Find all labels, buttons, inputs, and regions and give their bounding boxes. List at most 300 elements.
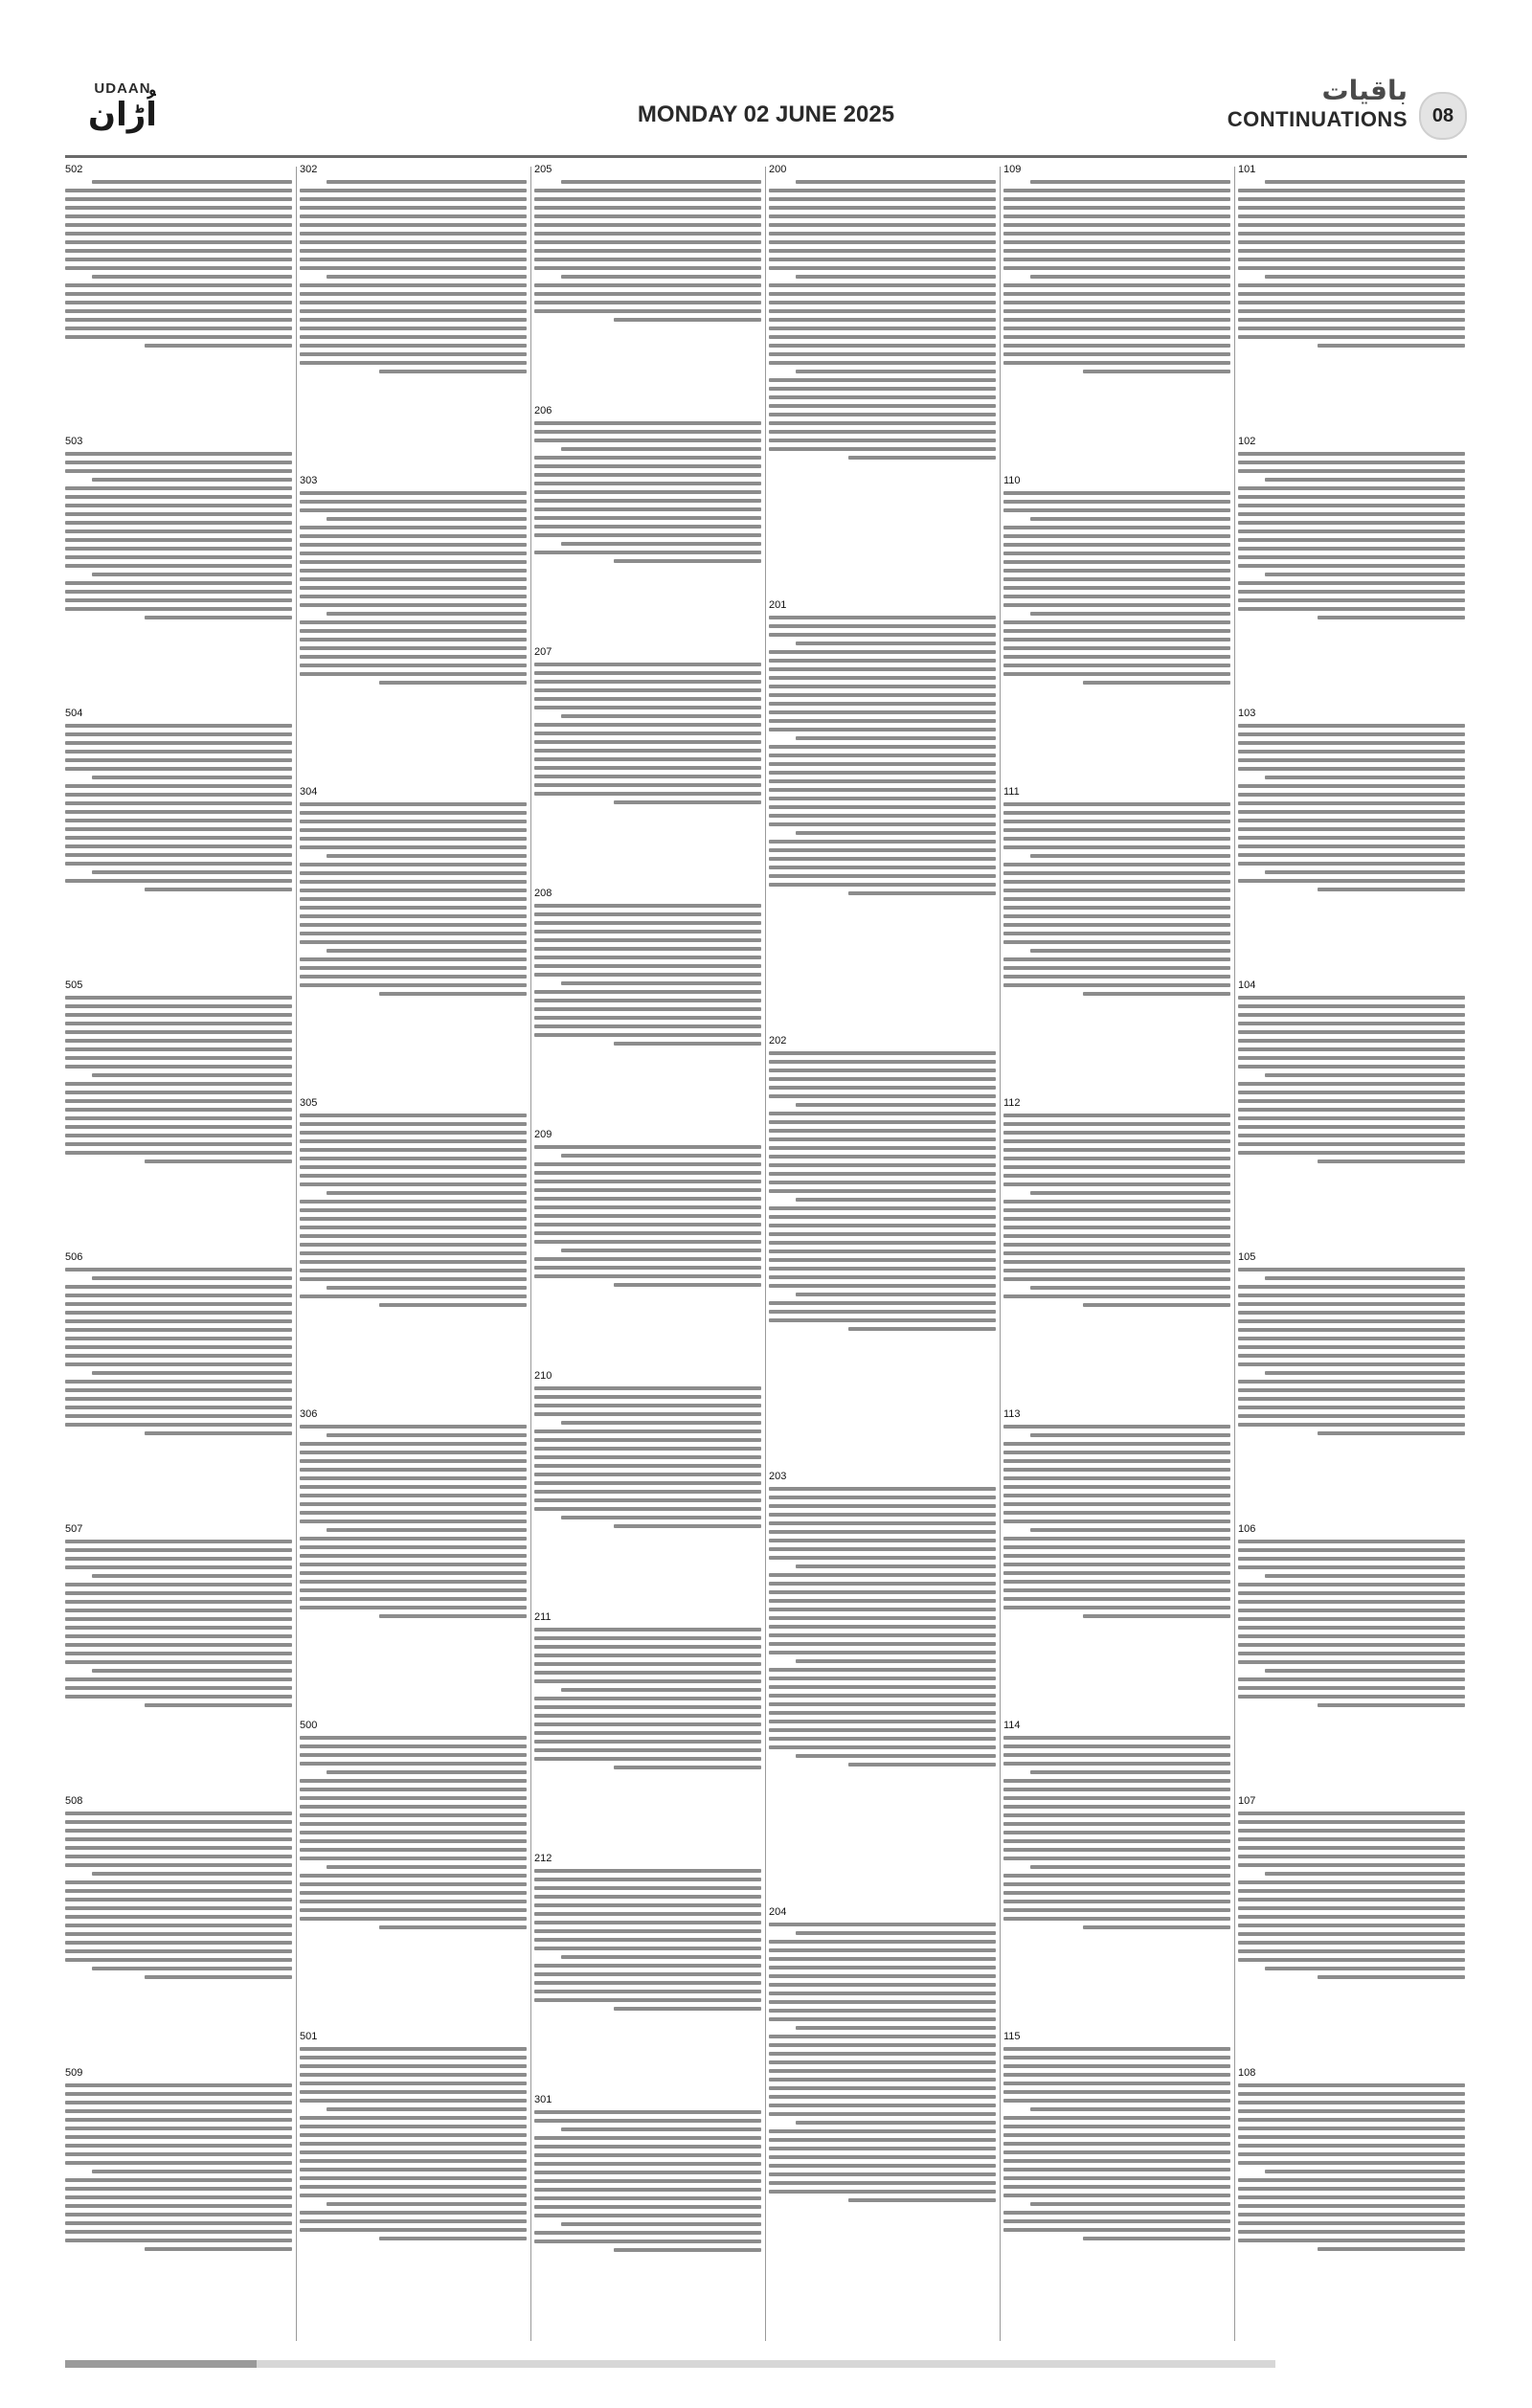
text-line: [65, 581, 292, 585]
text-line: [1003, 975, 1230, 979]
text-line: [1030, 1865, 1230, 1869]
text-line: [769, 1241, 996, 1245]
text-line: [1003, 526, 1230, 529]
text-line: [1238, 2118, 1465, 2122]
text-line: [848, 456, 996, 460]
text-line: [300, 283, 527, 287]
text-line: [796, 275, 996, 279]
text-line: [1238, 793, 1465, 797]
text-line: [300, 1165, 527, 1169]
text-line: [534, 301, 761, 304]
text-line: [1238, 1626, 1465, 1630]
text-line: [1238, 1915, 1465, 1919]
text-line: [534, 214, 761, 218]
text-line: [300, 500, 527, 504]
text-line: [300, 1813, 527, 1817]
text-line: [1238, 827, 1465, 831]
text-line: [1238, 240, 1465, 244]
text-line: [769, 1940, 996, 1944]
text-line: [534, 1972, 761, 1976]
text-line: [534, 1481, 761, 1485]
text-line: [534, 1386, 761, 1390]
text-line: [1003, 2150, 1230, 2154]
text-line: [769, 1513, 996, 1517]
text-line: [1003, 197, 1230, 201]
text-line: [300, 603, 527, 607]
text-line: [1265, 1872, 1465, 1876]
text-line: [534, 249, 761, 253]
text-line: [65, 996, 292, 1000]
text-line: [534, 740, 761, 744]
text-line: [65, 1591, 292, 1595]
text-line: [1003, 1131, 1230, 1135]
text-line: [1083, 1614, 1230, 1618]
text-line: [1003, 1545, 1230, 1549]
text-line: [65, 1695, 292, 1699]
text-line: [1238, 1285, 1465, 1289]
text-line: [769, 2112, 996, 2116]
continuation-block: [1238, 435, 1465, 703]
text-line: [561, 542, 761, 546]
text-line: [1238, 1397, 1465, 1401]
text-line: [1003, 223, 1230, 227]
text-line: [769, 2017, 996, 2021]
continuation-number: 203: [769, 1471, 787, 1482]
text-line: [65, 879, 292, 883]
text-line: [92, 1276, 292, 1280]
text-line: [769, 1642, 996, 1646]
text-line: [65, 301, 292, 304]
text-line: [1003, 1744, 1230, 1748]
continuation-number: 206: [534, 405, 552, 416]
text-line: [1003, 1874, 1230, 1878]
text-line: [300, 1485, 527, 1489]
text-line: [65, 1082, 292, 1086]
text-line: [65, 486, 292, 490]
text-line: [1003, 1165, 1230, 1169]
text-line: [1003, 2142, 1230, 2146]
text-line: [300, 2133, 527, 2137]
text-line: [1003, 940, 1230, 944]
text-line: [65, 1302, 292, 1306]
text-line: [534, 189, 761, 192]
text-line: [769, 1487, 996, 1491]
text-line: [769, 1668, 996, 1672]
text-line: [1003, 1762, 1230, 1766]
text-line: [1238, 2178, 1465, 2182]
text-line: [561, 714, 761, 718]
text-line: [534, 1964, 761, 1968]
text-line: [534, 206, 761, 210]
continuation-block: [300, 474, 527, 781]
continuation-block: [65, 979, 292, 1247]
text-line: [65, 555, 292, 559]
text-line: [769, 866, 996, 869]
text-line: [65, 521, 292, 525]
text-line: [769, 421, 996, 425]
text-line: [65, 1056, 292, 1060]
text-line: [65, 1617, 292, 1621]
text-line: [1003, 1139, 1230, 1143]
text-line: [1030, 1770, 1230, 1774]
text-line: [65, 1337, 292, 1340]
text-line: [614, 2007, 761, 2011]
continuation-number: 109: [1003, 164, 1022, 175]
text-line: [769, 361, 996, 365]
text-line: [1030, 2202, 1230, 2206]
text-line: [379, 1614, 527, 1618]
text-line: [1238, 521, 1465, 525]
text-line: [327, 2107, 527, 2111]
masthead: [65, 75, 1467, 153]
text-line: [769, 430, 996, 434]
text-line: [300, 491, 527, 495]
text-line: [534, 749, 761, 753]
text-line: [65, 1557, 292, 1561]
text-line: [1003, 1588, 1230, 1592]
text-line: [65, 223, 292, 227]
text-line: [769, 2009, 996, 2013]
text-line: [145, 616, 292, 619]
text-line: [534, 2214, 761, 2217]
text-line: [300, 508, 527, 512]
text-line: [769, 702, 996, 706]
continuation-number: 200: [769, 164, 787, 175]
text-line: [769, 1599, 996, 1603]
text-line: [1030, 854, 1230, 858]
text-line: [300, 1217, 527, 1221]
text-line: [1238, 2144, 1465, 2148]
text-line: [92, 1073, 292, 1077]
text-line: [145, 1431, 292, 1435]
text-line: [1265, 180, 1465, 184]
text-line: [769, 667, 996, 671]
continuation-number: 508: [65, 1795, 83, 1807]
text-line: [92, 275, 292, 279]
text-line: [534, 1033, 761, 1037]
text-line: [65, 750, 292, 754]
text-line: [300, 889, 527, 892]
text-line: [300, 1762, 527, 1766]
text-line: [1003, 309, 1230, 313]
column-divider: [765, 167, 766, 2341]
text-line: [1003, 2047, 1230, 2051]
text-line: [1238, 1820, 1465, 1824]
text-line: [1003, 2133, 1230, 2137]
text-line: [769, 1694, 996, 1698]
continuation-block: [534, 1128, 761, 1365]
text-line: [769, 1625, 996, 1629]
continuation-number: 207: [534, 646, 552, 658]
text-line: [65, 1565, 292, 1569]
text-line: [65, 1099, 292, 1103]
continuation-block: [1238, 979, 1465, 1247]
text-line: [65, 1065, 292, 1069]
text-line: [769, 1547, 996, 1551]
text-line: [769, 1310, 996, 1314]
text-line: [1003, 1788, 1230, 1791]
text-line: [561, 1421, 761, 1425]
text-line: [65, 309, 292, 313]
text-line: [1238, 197, 1465, 201]
text-line: [534, 1714, 761, 1718]
continuation-number: 107: [1238, 1795, 1256, 1807]
text-line: [534, 421, 761, 425]
text-line: [769, 1172, 996, 1176]
text-line: [1238, 1004, 1465, 1008]
text-line: [300, 2228, 527, 2232]
text-line: [1003, 326, 1230, 330]
text-line: [1238, 1906, 1465, 1910]
text-line: [300, 1848, 527, 1852]
text-line: [796, 180, 996, 184]
text-line: [65, 564, 292, 568]
text-line: [1238, 819, 1465, 822]
text-line: [1238, 581, 1465, 585]
text-line: [65, 1039, 292, 1043]
continuation-number: 507: [65, 1523, 83, 1535]
text-line: [534, 258, 761, 261]
text-line: [1238, 2221, 1465, 2225]
text-line: [65, 1626, 292, 1630]
text-line: [1238, 1677, 1465, 1681]
text-line: [769, 189, 996, 192]
text-line: [534, 1757, 761, 1761]
continuation-number: 504: [65, 708, 83, 719]
text-line: [1318, 1703, 1465, 1707]
text-line: [300, 1502, 527, 1506]
text-line: [769, 1590, 996, 1594]
text-line: [1003, 889, 1230, 892]
text-line: [534, 2196, 761, 2200]
text-line: [534, 1740, 761, 1744]
text-line: [300, 1511, 527, 1515]
text-line: [300, 845, 527, 849]
text-line: [769, 258, 996, 261]
text-line: [1238, 1617, 1465, 1621]
text-line: [769, 1651, 996, 1654]
continuation-number: 104: [1238, 979, 1256, 991]
text-line: [300, 1796, 527, 1800]
text-line: [1238, 1837, 1465, 1841]
text-line: [1238, 2083, 1465, 2087]
text-line: [65, 214, 292, 218]
text-line: [1003, 1779, 1230, 1783]
text-line: [300, 664, 527, 667]
text-line: [534, 990, 761, 994]
text-line: [769, 1711, 996, 1715]
text-line: [65, 189, 292, 192]
text-line: [92, 573, 292, 576]
text-line: [769, 1181, 996, 1184]
text-line: [1318, 1431, 1465, 1435]
text-line: [1003, 2090, 1230, 2094]
continuation-block: [1003, 1719, 1230, 2026]
text-line: [534, 197, 761, 201]
text-line: [300, 1476, 527, 1480]
text-line: [65, 732, 292, 736]
text-line: [65, 2109, 292, 2113]
text-line: [769, 1129, 996, 1133]
text-line: [769, 249, 996, 253]
text-line: [1003, 1122, 1230, 1126]
text-line: [300, 1874, 527, 1878]
text-line: [1003, 1217, 1230, 1221]
text-line: [534, 1938, 761, 1942]
text-line: [1238, 189, 1465, 192]
text-line: [534, 1171, 761, 1175]
text-line: [769, 318, 996, 322]
continuation-block: [534, 1610, 761, 1848]
text-column: [65, 163, 292, 2341]
text-line: [1238, 2213, 1465, 2217]
text-line: [534, 525, 761, 529]
continuation-number: 208: [534, 888, 552, 899]
text-line: [534, 706, 761, 709]
text-line: [92, 1574, 292, 1578]
text-line: [534, 283, 761, 287]
text-line: [300, 326, 527, 330]
text-line: [300, 1900, 527, 1903]
text-line: [534, 766, 761, 770]
text-line: [65, 2204, 292, 2208]
text-line: [1030, 612, 1230, 616]
text-line: [1003, 1243, 1230, 1247]
text-line: [534, 938, 761, 942]
text-line: [1003, 880, 1230, 884]
text-line: [1003, 957, 1230, 961]
continuation-block: [1238, 1250, 1465, 1519]
text-line: [534, 999, 761, 1002]
text-line: [769, 874, 996, 878]
text-line: [534, 1507, 761, 1511]
text-line: [1003, 240, 1230, 244]
text-line: [769, 1060, 996, 1064]
text-line: [1238, 318, 1465, 322]
text-line: [300, 983, 527, 987]
text-line: [534, 1662, 761, 1666]
text-line: [534, 2110, 761, 2114]
text-line: [379, 992, 527, 996]
text-line: [769, 1737, 996, 1741]
text-line: [300, 1831, 527, 1834]
text-line: [1003, 1805, 1230, 1809]
text-line: [769, 1146, 996, 1150]
text-line: [300, 1114, 527, 1117]
text-line: [65, 1634, 292, 1638]
text-line: [1238, 1557, 1465, 1561]
text-line: [1238, 1022, 1465, 1025]
text-line: [1238, 2187, 1465, 2191]
text-line: [769, 2147, 996, 2150]
text-line: [534, 792, 761, 796]
text-line: [300, 1822, 527, 1826]
text-line: [1003, 301, 1230, 304]
text-line: [561, 275, 761, 279]
text-line: [1238, 301, 1465, 304]
text-line: [1238, 1151, 1465, 1155]
continuation-block: [300, 2030, 527, 2337]
text-line: [300, 2176, 527, 2180]
text-line: [65, 249, 292, 253]
text-line: [1238, 1660, 1465, 1664]
text-line: [769, 292, 996, 296]
text-line: [561, 1516, 761, 1519]
text-line: [65, 2230, 292, 2234]
text-line: [1003, 335, 1230, 339]
text-line: [65, 318, 292, 322]
text-line: [65, 547, 292, 551]
text-line: [300, 655, 527, 659]
text-line: [1003, 1848, 1230, 1852]
text-line: [1238, 1125, 1465, 1129]
text-line: [534, 1654, 761, 1657]
text-line: [65, 1134, 292, 1137]
text-line: [534, 731, 761, 735]
continuation-number: 209: [534, 1129, 552, 1140]
text-line: [300, 1554, 527, 1558]
text-line: [300, 2142, 527, 2146]
text-line: [1003, 820, 1230, 823]
text-line: [1003, 1476, 1230, 1480]
continuation-block: [300, 1096, 527, 1404]
text-line: [65, 1047, 292, 1051]
text-line: [1003, 1736, 1230, 1740]
text-line: [1238, 590, 1465, 594]
text-line: [534, 1464, 761, 1468]
text-line: [1003, 214, 1230, 218]
text-line: [769, 1539, 996, 1542]
text-line: [1238, 607, 1465, 611]
text-line: [1003, 1882, 1230, 1886]
text-line: [534, 1671, 761, 1675]
text-line: [1238, 1898, 1465, 1902]
text-line: [300, 2168, 527, 2172]
text-line: [65, 1268, 292, 1272]
text-line: [1030, 1433, 1230, 1437]
text-line: [534, 2136, 761, 2140]
paper-name-english: UDAAN: [94, 80, 151, 97]
text-line: [300, 1805, 527, 1809]
text-line: [65, 1958, 292, 1962]
text-line: [769, 2181, 996, 2185]
text-line: [769, 1086, 996, 1090]
text-line: [1003, 1891, 1230, 1895]
text-line: [1003, 603, 1230, 607]
text-line: [1003, 344, 1230, 348]
text-line: [534, 947, 761, 951]
text-line: [65, 2118, 292, 2122]
continuation-number: 306: [300, 1408, 318, 1420]
text-line: [1003, 283, 1230, 287]
text-line: [534, 2205, 761, 2209]
text-line: [300, 526, 527, 529]
text-line: [379, 370, 527, 373]
text-line: [300, 629, 527, 633]
text-line: [796, 1564, 996, 1568]
text-line: [769, 1275, 996, 1279]
continuation-number: 103: [1238, 708, 1256, 719]
text-line: [769, 2104, 996, 2107]
text-line: [769, 214, 996, 218]
text-line: [1003, 1519, 1230, 1523]
text-line: [1238, 1328, 1465, 1332]
text-line: [769, 1573, 996, 1577]
text-line: [534, 2153, 761, 2157]
text-line: [769, 1094, 996, 1098]
text-line: [65, 1889, 292, 1893]
text-line: [1003, 1260, 1230, 1264]
